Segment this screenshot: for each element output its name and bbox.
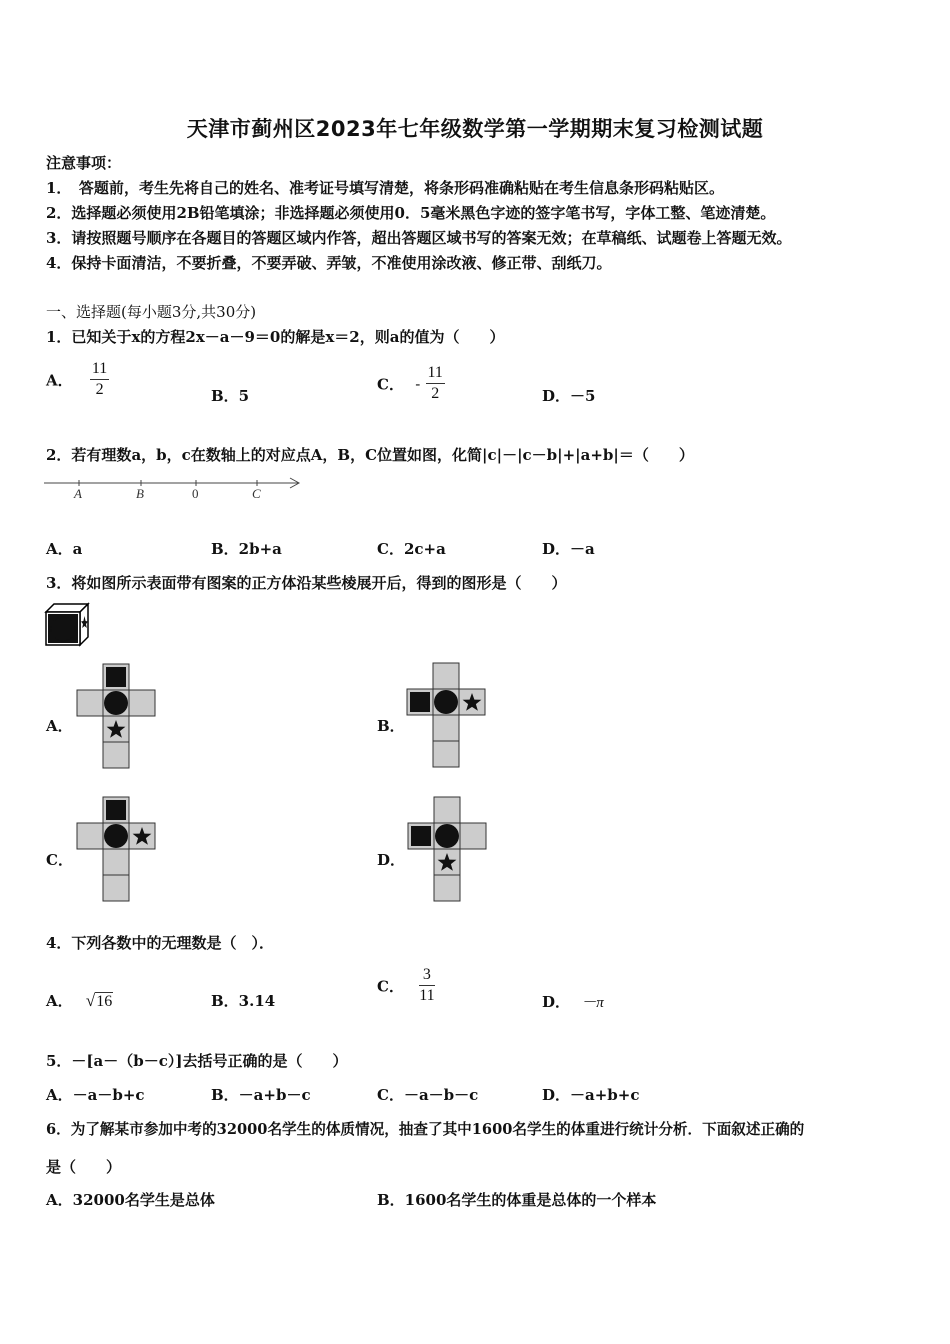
net-figure-d <box>408 797 488 903</box>
square-icon <box>410 692 430 712</box>
pi-value: －π <box>581 995 604 1011</box>
origin-label: 0 <box>192 486 199 501</box>
circle-icon <box>104 824 128 848</box>
notice-item: 4．保持卡面清洁，不要折叠，不要弄破、弄皱，不准使用涂改液、修正带、刮纸刀。 <box>46 254 612 272</box>
fraction: $\frac{11}{2}$ <box>427 364 443 403</box>
q1-option-b[interactable]: B．5 <box>211 387 250 405</box>
question-6-stem: 6．为了解某市参加中考的32000名学生的体质情况，抽查了其中1600名学生的体重进行统计分析．下面叙述正确的 <box>46 1121 805 1138</box>
net-figure-c <box>77 797 157 903</box>
circle-icon <box>104 691 128 715</box>
option-label: C． <box>377 977 404 996</box>
q6-option-a[interactable]: A．32000名学生是总体 <box>46 1191 215 1209</box>
point-b-label: B <box>136 486 144 501</box>
question-1-stem: 1．已知关于x的方程2x－a－9＝0的解是x＝2，则a的值为（ ） <box>46 328 505 346</box>
net-figure-b <box>407 663 487 769</box>
q4-option-d[interactable] <box>542 991 604 1012</box>
square-icon <box>106 667 126 687</box>
q2-option-c[interactable]: C．2c+a <box>377 540 446 558</box>
q5-option-d[interactable]: D．－a+b+c <box>542 1086 640 1104</box>
question-2-stem: 2．若有理数a，b，c在数轴上的对应点A，B，C位置如图，化简|c|－|c－b|+|a+b|＝（ ） <box>46 446 694 464</box>
square-icon <box>411 826 431 846</box>
q3-option-b[interactable]: B． <box>377 717 405 735</box>
page-title: 天津市蓟州区2023年七年级数学第一学期期末复习检测试题 <box>186 117 764 141</box>
notice-item: 1． 答题前，考生先将自己的姓名、准考证号填写清楚，将条形码准确粘贴在考生信息条形码粘贴区。 <box>46 179 724 197</box>
net-figure-a <box>77 664 157 770</box>
q1-option-d[interactable]: D．－5 <box>542 387 596 405</box>
question-4-stem: 4．下列各数中的无理数是（ ）． <box>46 934 274 952</box>
point-c-label: C <box>252 486 261 501</box>
q4-option-c[interactable] <box>377 966 435 1006</box>
notice-item: 2．选择题必须使用2B铅笔填涂；非选择题必须使用0．5毫米黑色字迹的签字笔书写，字体工整、笔迹清楚。 <box>46 204 776 222</box>
q5-option-a[interactable]: A．－a－b+c <box>46 1086 145 1104</box>
option-label: A． <box>46 371 73 390</box>
q3-option-c[interactable]: C． <box>46 851 73 869</box>
q4-option-b[interactable]: B．3.14 <box>211 992 276 1010</box>
circle-icon <box>51 617 75 641</box>
q2-option-b[interactable]: B．2b+a <box>211 540 282 558</box>
notice-item: 3．请按照题号顺序在各题目的答题区域内作答，超出答题区域书写的答案无效；在草稿纸、试题卷上答题无效。 <box>46 229 792 247</box>
q5-option-b[interactable]: B．－a+b－c <box>211 1086 311 1104</box>
q3-option-a[interactable]: A． <box>46 717 73 735</box>
point-a-label: A <box>74 486 82 501</box>
number-line-figure <box>44 474 304 504</box>
minus-sign: - <box>415 374 421 393</box>
q6-option-b[interactable]: B．1600名学生的体重是总体的一个样本 <box>377 1191 657 1209</box>
q5-option-c[interactable]: C．－a－b－c <box>377 1086 479 1104</box>
cube-figure <box>46 603 90 647</box>
square-icon <box>106 800 126 820</box>
option-label: C． <box>377 375 404 394</box>
sqrt-icon: √ <box>85 991 96 1010</box>
q1-option-a[interactable] <box>46 360 109 400</box>
question-5-stem: 5．－[a－（b－c）]去括号正确的是（ ） <box>46 1052 348 1070</box>
section-heading: 一、选择题(每小题3分,共30分) <box>46 303 257 321</box>
q3-option-d[interactable]: D． <box>377 851 406 869</box>
question-3-stem: 3．将如图所示表面带有图案的正方体沿某些棱展开后，得到的图形是（ ） <box>46 574 567 592</box>
circle-icon <box>435 824 459 848</box>
fraction: $\frac{11}{2}$ <box>91 360 108 399</box>
q1-option-c[interactable] <box>377 364 445 404</box>
q4-option-a[interactable] <box>46 990 113 1011</box>
question-6-stem-cont: 是（ ） <box>46 1158 122 1176</box>
option-label: A． <box>46 992 73 1010</box>
notice-heading: 注意事项： <box>46 154 122 172</box>
radicand: 16 <box>96 993 113 1010</box>
q2-option-a[interactable]: A．a <box>46 540 83 558</box>
fraction: $\frac{3}{11}$ <box>419 966 435 1005</box>
circle-icon <box>434 690 458 714</box>
q2-option-d[interactable]: D．－a <box>542 540 595 558</box>
option-label: D． <box>542 993 571 1011</box>
